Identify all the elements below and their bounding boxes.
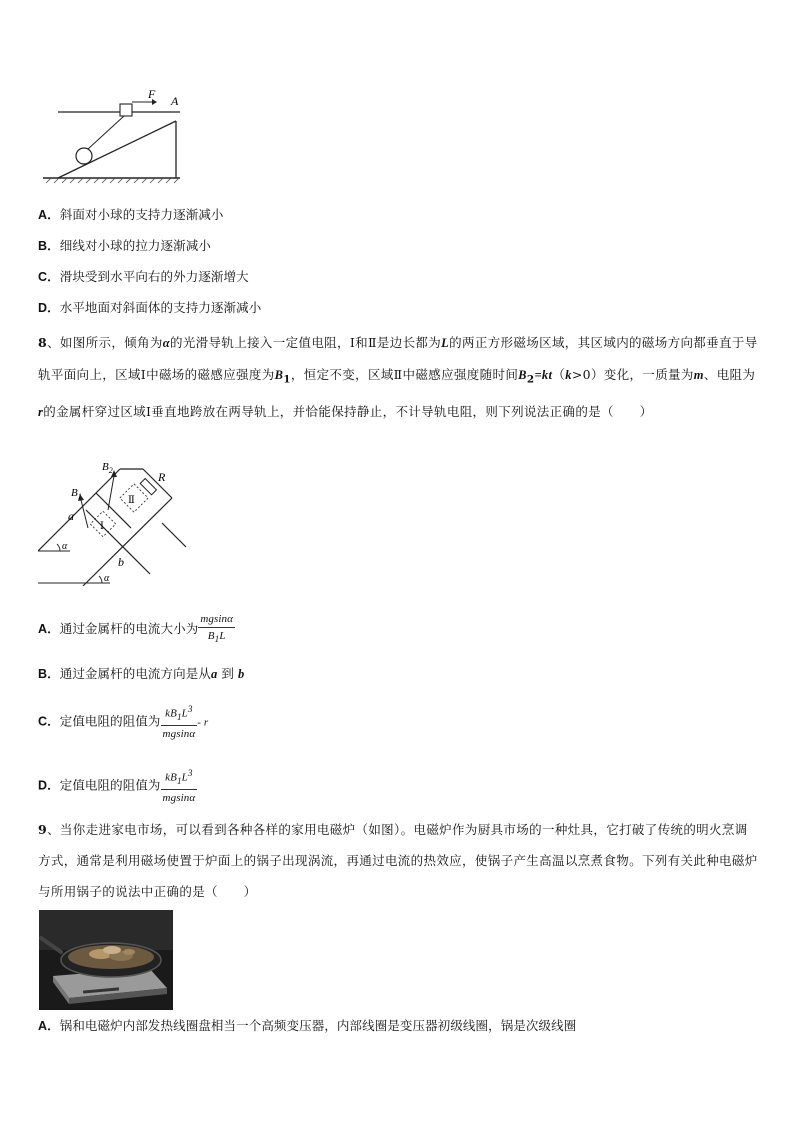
q7-option-c: C．滑块受到水平向右的外力逐渐增大 <box>38 269 249 284</box>
region-ii-label: Ⅱ <box>128 495 135 506</box>
q8-option-b: B．通过金属杆的电流方向是从a 到 b <box>38 666 245 681</box>
q9-stem: 9、当你走进家电市场，可以看到各种各样的家用电磁炉（如图）。电磁炉作为厨具市场的一种灶具，它打破了传统的明火烹调方式，通常是利用磁场使置于炉面上的锅子出现涡流，再通过电流的热效应，使锅子产生高温以烹煮食物。下列有关此种电磁炉与所用锅子的说法中正确的是（ ） <box>38 822 758 899</box>
current-fraction: $\frac{mgsin\alpha}{B_1L}$ <box>200 613 233 645</box>
region-i-label: Ⅰ <box>100 521 104 532</box>
resistance-fraction-c: $\frac{kB_1L^3}{mgsin\alpha}$ <box>162 704 196 740</box>
rail-point-b: b <box>118 555 124 569</box>
b2-label: $B_2$ <box>102 461 113 475</box>
q7-option-a: A．斜面对小球的支持力逐渐减小 <box>38 207 224 222</box>
rail-point-a: a <box>68 509 74 523</box>
point-label-a: A <box>171 94 179 108</box>
q8-stem: 8、如图所示，倾角为α的光滑导轨上接入一定值电阻，Ⅰ和Ⅱ是边长都为L的两正方形磁场区域，其区域内的磁场方向都垂直于导轨平面向上，区域Ⅰ中磁场的磁感应强度为$B_1$，恒定不变，区域Ⅱ中磁感应强度随时间$B_2=kt(k>0)$变化，一质量为m、电阻为r的金属杆穿过区域Ⅰ垂直地跨放在两导轨上，并恰能保持静止，不计导轨电阻，则下列说法正确的是（ ） <box>38 335 758 419</box>
angle-alpha-lower: α <box>104 573 110 584</box>
q7-option-b: B．细线对小球的拉力逐渐减小 <box>38 238 211 253</box>
incline-slider-figure <box>38 86 188 186</box>
q8-option-c: C．定值电阻的阻值为 $\frac{kB_1L^3}{mgsin\alpha}$ - r <box>38 704 209 740</box>
q7-option-d: D．水平地面对斜面体的支持力逐渐减小 <box>38 300 262 315</box>
induction-cooker-photo <box>39 910 173 1010</box>
q8-option-d: D．定值电阻的阻值为 $\frac{kB_1L^3}{mgsin\alpha}$ <box>38 768 196 804</box>
b1-label: $B_1$ <box>71 487 82 501</box>
resistance-fraction-d: $\frac{kB_1L^3}{mgsin\alpha}$ <box>162 768 196 804</box>
angle-alpha-upper: α <box>62 541 68 552</box>
q9-option-a: A．锅和电磁炉内部发热线圈盘相当一个高频变压器，内部线圈是变压器初级线圈，锅是次级线圈 <box>38 1018 577 1033</box>
force-label-f: F <box>148 87 156 101</box>
resistor-label-r: R <box>158 470 166 484</box>
q8-option-a: A．通过金属杆的电流大小为 $\frac{mgsin\alpha}{B_1L}$ <box>38 612 235 647</box>
rails-magnetic-field-figure <box>38 458 188 588</box>
